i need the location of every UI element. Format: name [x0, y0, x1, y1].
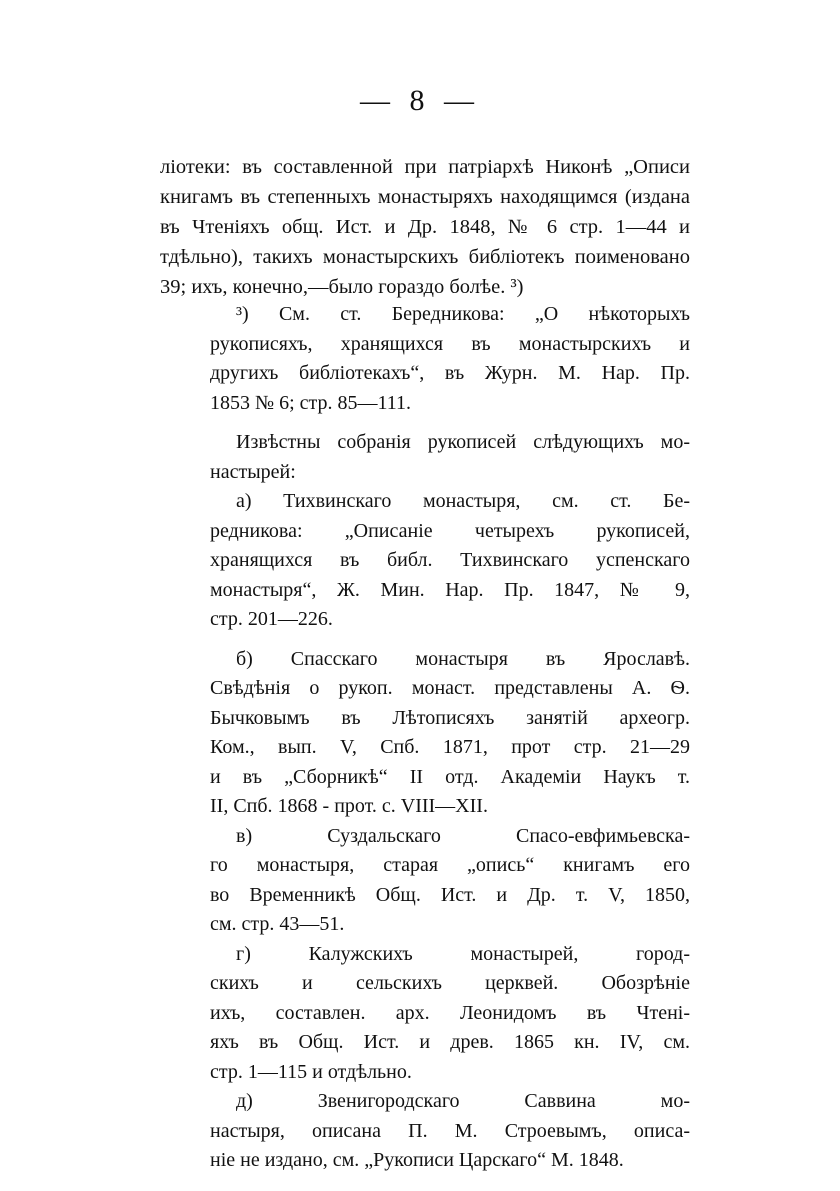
- footnote-item-a: [210, 487, 690, 635]
- footnote-line: стр. 1—115 и отдѣльно.: [210, 1060, 412, 1083]
- main-line: 39; ихъ, конечно,—было гораздо болѣе. ³): [160, 276, 524, 298]
- footnote-item-g: [210, 940, 690, 1088]
- footnote-line: Бычковымъ въ Лѣтописяхъ занятій археогр.: [210, 706, 690, 729]
- footnote-intro: [210, 428, 690, 487]
- footnote-line: б) Спасскаго монастыря въ Ярославѣ.: [236, 647, 690, 670]
- main-line: тдѣльно), такихъ монастырскихъ библіотекъ поименовано: [160, 246, 690, 268]
- footnote-line: другихъ библіотекахъ“, въ Журн. М. Нар. Пр.: [210, 362, 690, 384]
- footnote-line: 1853 № 6; стр. 85—111.: [210, 391, 412, 414]
- footnote-line: рукописяхъ, хранящихся въ монастырскихъ и: [210, 332, 690, 355]
- footnote-line: хранящихся въ библ. Тихвинскаго успенскаго: [210, 549, 690, 571]
- footnote-line: д) Звенигородскаго Саввина мо-: [236, 1090, 690, 1112]
- footnote-line: а) Тихвинскаго монастыря, см. ст. Бе-: [236, 490, 690, 512]
- footnote-line: во Временникѣ Общ. Ист. и Др. т. V, 1850,: [210, 883, 690, 906]
- footnote-line: II, Спб. 1868 - прот. с. VIII—XII.: [210, 795, 488, 817]
- footnote-3: [210, 300, 690, 418]
- footnote-line: настыря, описана П. М. Строевымъ, описа-: [210, 1119, 690, 1142]
- footnote-item-b: [210, 645, 690, 822]
- footnote-line: редникова: „Описаніе четырехъ рукописей,: [210, 519, 690, 542]
- footnotes: [210, 300, 690, 1176]
- page-number: — 8 —: [360, 84, 480, 117]
- footnote-line: настырей:: [210, 460, 296, 483]
- footnote-line: см. стр. 43—51.: [210, 913, 345, 935]
- footnote-line: Ком., вып. V, Спб. 1871, прот стр. 21—29: [210, 736, 690, 758]
- main-line: книгамъ въ степенныхъ монастыряхъ находящимся (издана: [160, 186, 690, 208]
- footnote-line: ³) См. ст. Бередникова: „О нѣкоторыхъ: [236, 303, 690, 325]
- footnote-line: скихъ и сельскихъ церквей. Обозрѣніе: [210, 972, 690, 994]
- footnote-line: Свѣдѣнія о рукоп. монаст. представлены А. Ѳ.: [210, 677, 690, 699]
- main-text: [160, 152, 690, 302]
- footnote-line: и въ „Сборникѣ“ II отд. Академіи Наукъ т.: [210, 765, 690, 788]
- footnote-line: Извѣстны собранія рукописей слѣдующихъ мо-: [236, 431, 690, 453]
- footnote-line: в) Суздальскаго Спасо-евфимьевска-: [236, 824, 690, 847]
- footnote-line: стр. 201—226.: [210, 608, 333, 630]
- main-line: въ Чтеніяхъ общ. Ист. и Др. 1848, № 6 стр. 1—44 и: [160, 216, 690, 238]
- footnote-line: ихъ, составлен. арх. Леонидомъ въ Чтені-: [210, 1001, 690, 1024]
- footnote-line: ніе не издано, см. „Рукописи Царскаго“ М. 1848.: [210, 1149, 624, 1171]
- footnote-line: монастыря“, Ж. Мин. Нар. Пр. 1847, № 9,: [210, 578, 690, 601]
- footnote-line: го монастыря, старая „опись“ книгамъ его: [210, 854, 690, 876]
- main-line: ліотеки: въ составленной при патріархѣ Никонѣ „Описи: [160, 156, 690, 178]
- footnote-item-v: [210, 822, 690, 940]
- footnote-line: г) Калужскихъ монастырей, город-: [236, 942, 690, 965]
- footnote-line: яхъ въ Общ. Ист. и древ. 1865 кн. IV, см.: [210, 1031, 690, 1053]
- footnote-item-d: [210, 1087, 690, 1176]
